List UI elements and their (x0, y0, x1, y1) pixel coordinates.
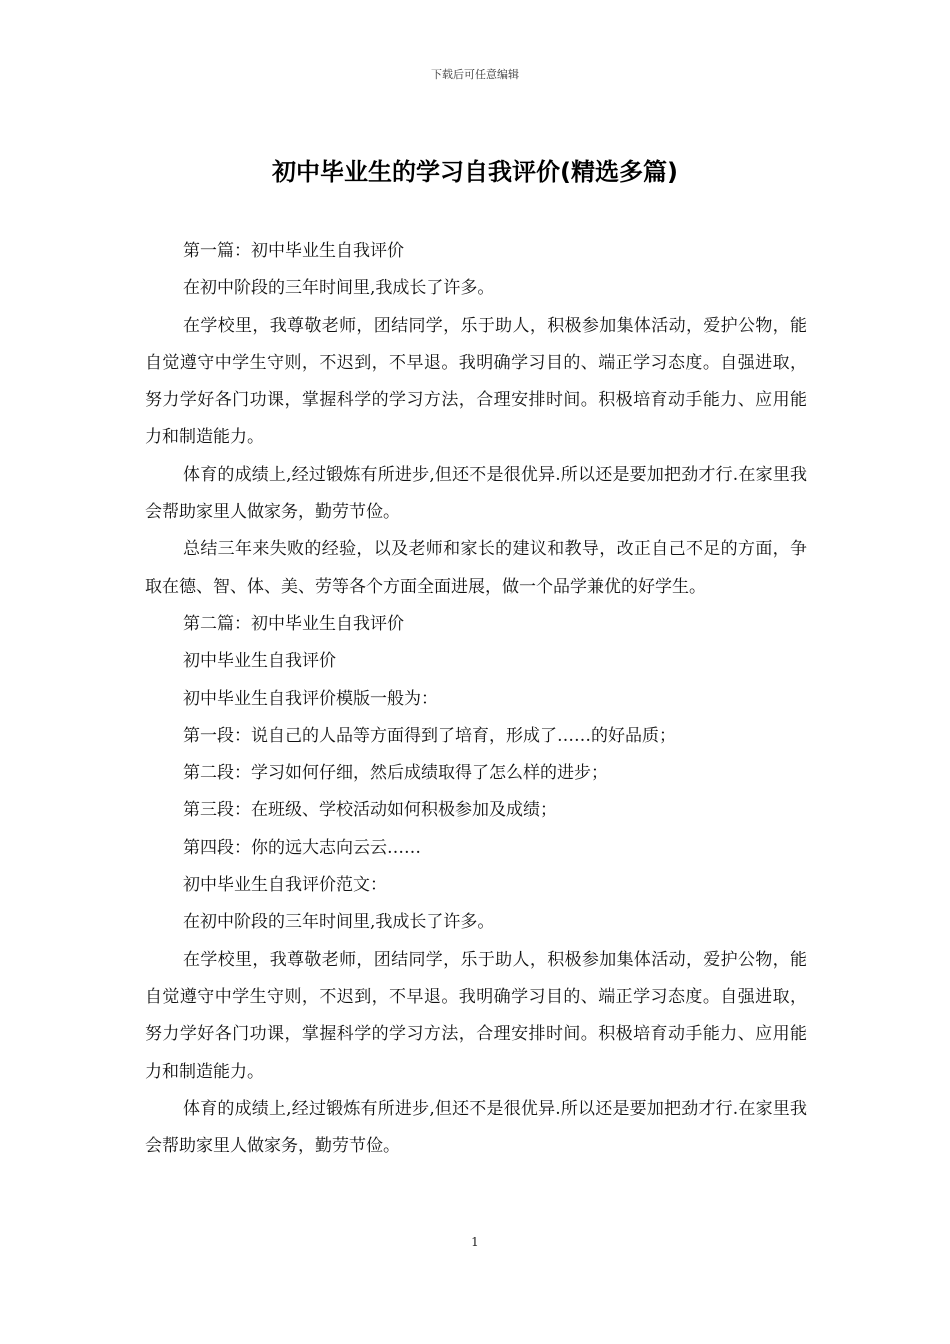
paragraph: 在初中阶段的三年时间里,我成长了许多。 (183, 912, 495, 933)
header-note: 下载后可任意编辑 (431, 68, 519, 81)
paragraph: 第三段：在班级、学校活动如何积极参加及成绩； (183, 800, 557, 821)
paragraph: 第一段：说自己的人品等方面得到了培育，形成了……的好品质； (183, 725, 676, 746)
page-number: 1 (471, 1235, 479, 1249)
paragraph: 第四段：你的远大志向云云…… (183, 837, 421, 858)
paragraph: 在初中阶段的三年时间里,我成长了许多。 (183, 278, 495, 299)
paragraph: 总结三年来失败的经验，以及老师和家长的建议和教导，改正自己不足的方面，争取在德、智、体、美、劳等各个方面全面进展，做一个品学兼优的好学生。 (145, 539, 807, 597)
document-body (145, 233, 807, 1165)
paragraph: 在学校里，我尊敬老师，团结同学，乐于助人，积极参加集体活动，爱护公物，能自觉遵守中学生守则，不迟到，不早退。我明确学习目的、端正学习态度。自强进取，努力学好各门功课，掌握科学的学习方法，合理安排时间。积极培育动手能力、应用能力和制造能力。 (145, 315, 807, 448)
paragraph: 初中毕业生自我评价 (183, 651, 336, 672)
paragraph: 初中毕业生自我评价范文： (183, 875, 387, 896)
paragraph: 第二篇：初中毕业生自我评价 (183, 613, 404, 634)
page-title: 初中毕业生的学习自我评价(精选多篇) (272, 158, 678, 186)
paragraph: 初中毕业生自我评价模版一般为： (183, 688, 438, 709)
paragraph: 第二段：学习如何仔细，然后成绩取得了怎么样的进步； (183, 763, 608, 784)
paragraph: 第一篇：初中毕业生自我评价 (183, 241, 404, 261)
paragraph: 体育的成绩上,经过锻炼有所进步,但还不是很优异.所以还是要加把劲才行.在家里我会帮助家里人做家务，勤劳节俭。 (145, 464, 807, 523)
paragraph: 在学校里，我尊敬老师，团结同学，乐于助人，积极参加集体活动，爱护公物，能自觉遵守中学生守则，不迟到，不早退。我明确学习目的、端正学习态度。自强进取，努力学好各门功课，掌握科学的学习方法，合理安排时间。积极培育动手能力、应用能力和制造能力。 (145, 949, 807, 1082)
paragraph: 体育的成绩上,经过锻炼有所进步,但还不是很优异.所以还是要加把劲才行.在家里我会帮助家里人做家务，勤劳节俭。 (145, 1098, 807, 1157)
